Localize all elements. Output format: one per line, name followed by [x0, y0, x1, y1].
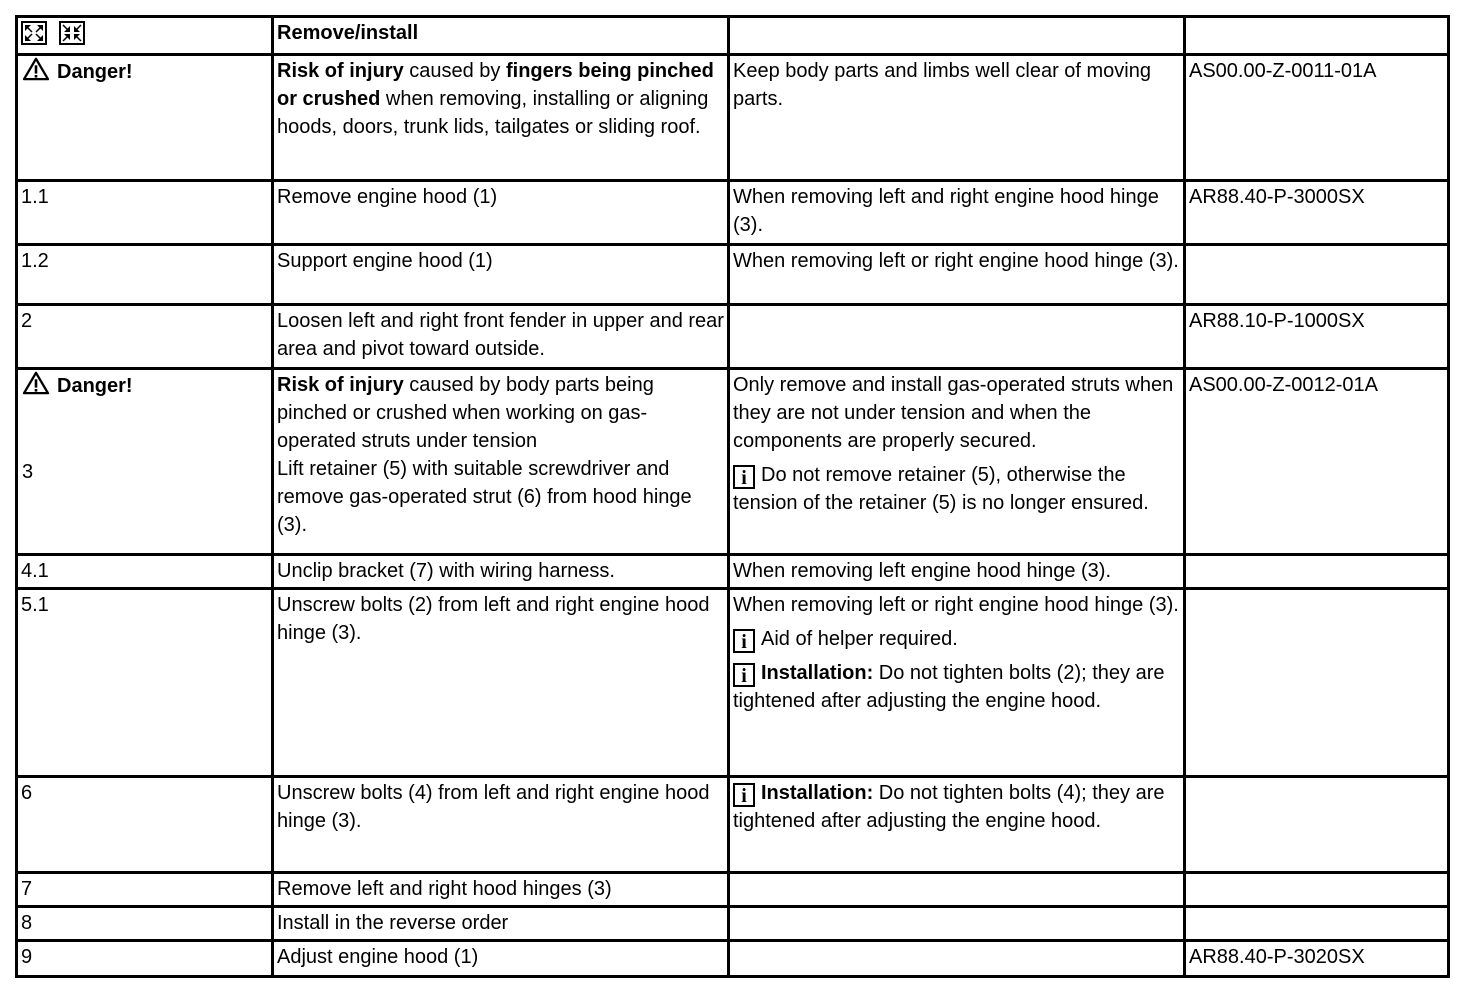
action-cell: Unscrew bolts (4) from left and right engine hood hinge (3).	[273, 777, 729, 873]
action-cell: Install in the reverse order	[273, 907, 729, 941]
info-icon: i	[733, 663, 755, 687]
note-cell: When removing left or right engine hood hinge (3). i Aid of helper required. i Installation: Do not tighten bolts (2); they are tightened after adjusting the engine hood.	[729, 589, 1185, 777]
reference-cell	[1185, 907, 1449, 941]
danger-description: Risk of injury caused by fingers being pinched or crushed when removing, installing or aligning hoods, doors, trunk lids, tailgates or sliding roof.	[273, 55, 729, 181]
danger-cell	[17, 55, 273, 181]
reference-cell	[1185, 777, 1449, 873]
table-row	[17, 941, 1449, 977]
reference-cell	[1185, 245, 1449, 305]
action-cell: Unscrew bolts (2) from left and right engine hood hinge (3).	[273, 589, 729, 777]
expand-icon[interactable]	[21, 21, 47, 45]
action-cell: Support engine hood (1)	[273, 245, 729, 305]
note-cell: i Installation: Do not tighten bolts (4); they are tightened after adjusting the engine hood.	[729, 777, 1185, 873]
step-number: 5.1	[17, 589, 273, 777]
note-cell: Only remove and install gas-operated struts when they are not under tension and when the components are properly secured. i Do not remove retainer (5), otherwise the tension of the retainer (5) is no longer ensured.	[729, 369, 1185, 555]
table-row	[17, 777, 1449, 873]
reference-cell	[1185, 555, 1449, 589]
step-number: 6	[17, 777, 273, 873]
danger-label: Danger!	[57, 375, 133, 397]
info-icon: i	[733, 783, 755, 807]
table-row	[17, 181, 1449, 245]
note-cell: Keep body parts and limbs well clear of moving parts.	[729, 55, 1185, 181]
procedure-table	[15, 15, 1450, 978]
table-row	[17, 907, 1449, 941]
note-cell: When removing left or right engine hood hinge (3).	[729, 245, 1185, 305]
reference-link[interactable]: AS00.00-Z-0011-01A	[1185, 55, 1449, 181]
table-row	[17, 369, 1449, 555]
table-row	[17, 55, 1449, 181]
note-cell: When removing left and right engine hood hinge (3).	[729, 181, 1185, 245]
danger-label: Danger!	[57, 61, 133, 83]
warning-icon	[21, 371, 51, 395]
step-number: 2	[17, 305, 273, 369]
reference-link[interactable]: AR88.40-P-3000SX	[1185, 181, 1449, 245]
note-cell	[729, 305, 1185, 369]
danger-cell	[17, 369, 273, 555]
collapse-icon[interactable]	[59, 21, 85, 45]
step-number: 1.2	[17, 245, 273, 305]
table-row	[17, 555, 1449, 589]
note-cell: When removing left engine hood hinge (3).	[729, 555, 1185, 589]
info-icon: i	[733, 629, 755, 653]
note-cell	[729, 941, 1185, 977]
action-cell: Remove engine hood (1)	[273, 181, 729, 245]
info-icon: i	[733, 465, 755, 489]
header-title: Remove/install	[273, 17, 729, 55]
reference-link[interactable]: AS00.00-Z-0012-01A	[1185, 369, 1449, 555]
table-row	[17, 305, 1449, 369]
action-cell: Loosen left and right front fender in upper and rear area and pivot toward outside.	[273, 305, 729, 369]
note-cell	[729, 873, 1185, 907]
danger-description: Risk of injury caused by body parts being pinched or crushed when working on gas-operated struts under tension Lift retainer (5) with suitable screwdriver and remove gas-operated strut (6) from hood hinge (3).	[273, 369, 729, 555]
step-number: 4.1	[17, 555, 273, 589]
table-row	[17, 873, 1449, 907]
table-header-row	[17, 17, 1449, 55]
warning-icon	[21, 57, 51, 81]
reference-link[interactable]: AR88.10-P-1000SX	[1185, 305, 1449, 369]
table-row	[17, 245, 1449, 305]
action-cell: Adjust engine hood (1)	[273, 941, 729, 977]
step-number: 1.1	[17, 181, 273, 245]
action-cell: Remove left and right hood hinges (3)	[273, 873, 729, 907]
action-cell: Unclip bracket (7) with wiring harness.	[273, 555, 729, 589]
note-cell	[729, 907, 1185, 941]
action-text: Lift retainer (5) with suitable screwdriver and remove gas-operated strut (6) from hood hinge (3).	[277, 458, 692, 536]
step-number: 8	[17, 907, 273, 941]
table-row	[17, 589, 1449, 777]
reference-cell	[1185, 873, 1449, 907]
step-number: 9	[17, 941, 273, 977]
reference-cell	[1185, 589, 1449, 777]
step-number: 3	[22, 461, 34, 483]
header-icons-cell	[17, 17, 273, 55]
step-number: 7	[17, 873, 273, 907]
reference-link[interactable]: AR88.40-P-3020SX	[1185, 941, 1449, 977]
